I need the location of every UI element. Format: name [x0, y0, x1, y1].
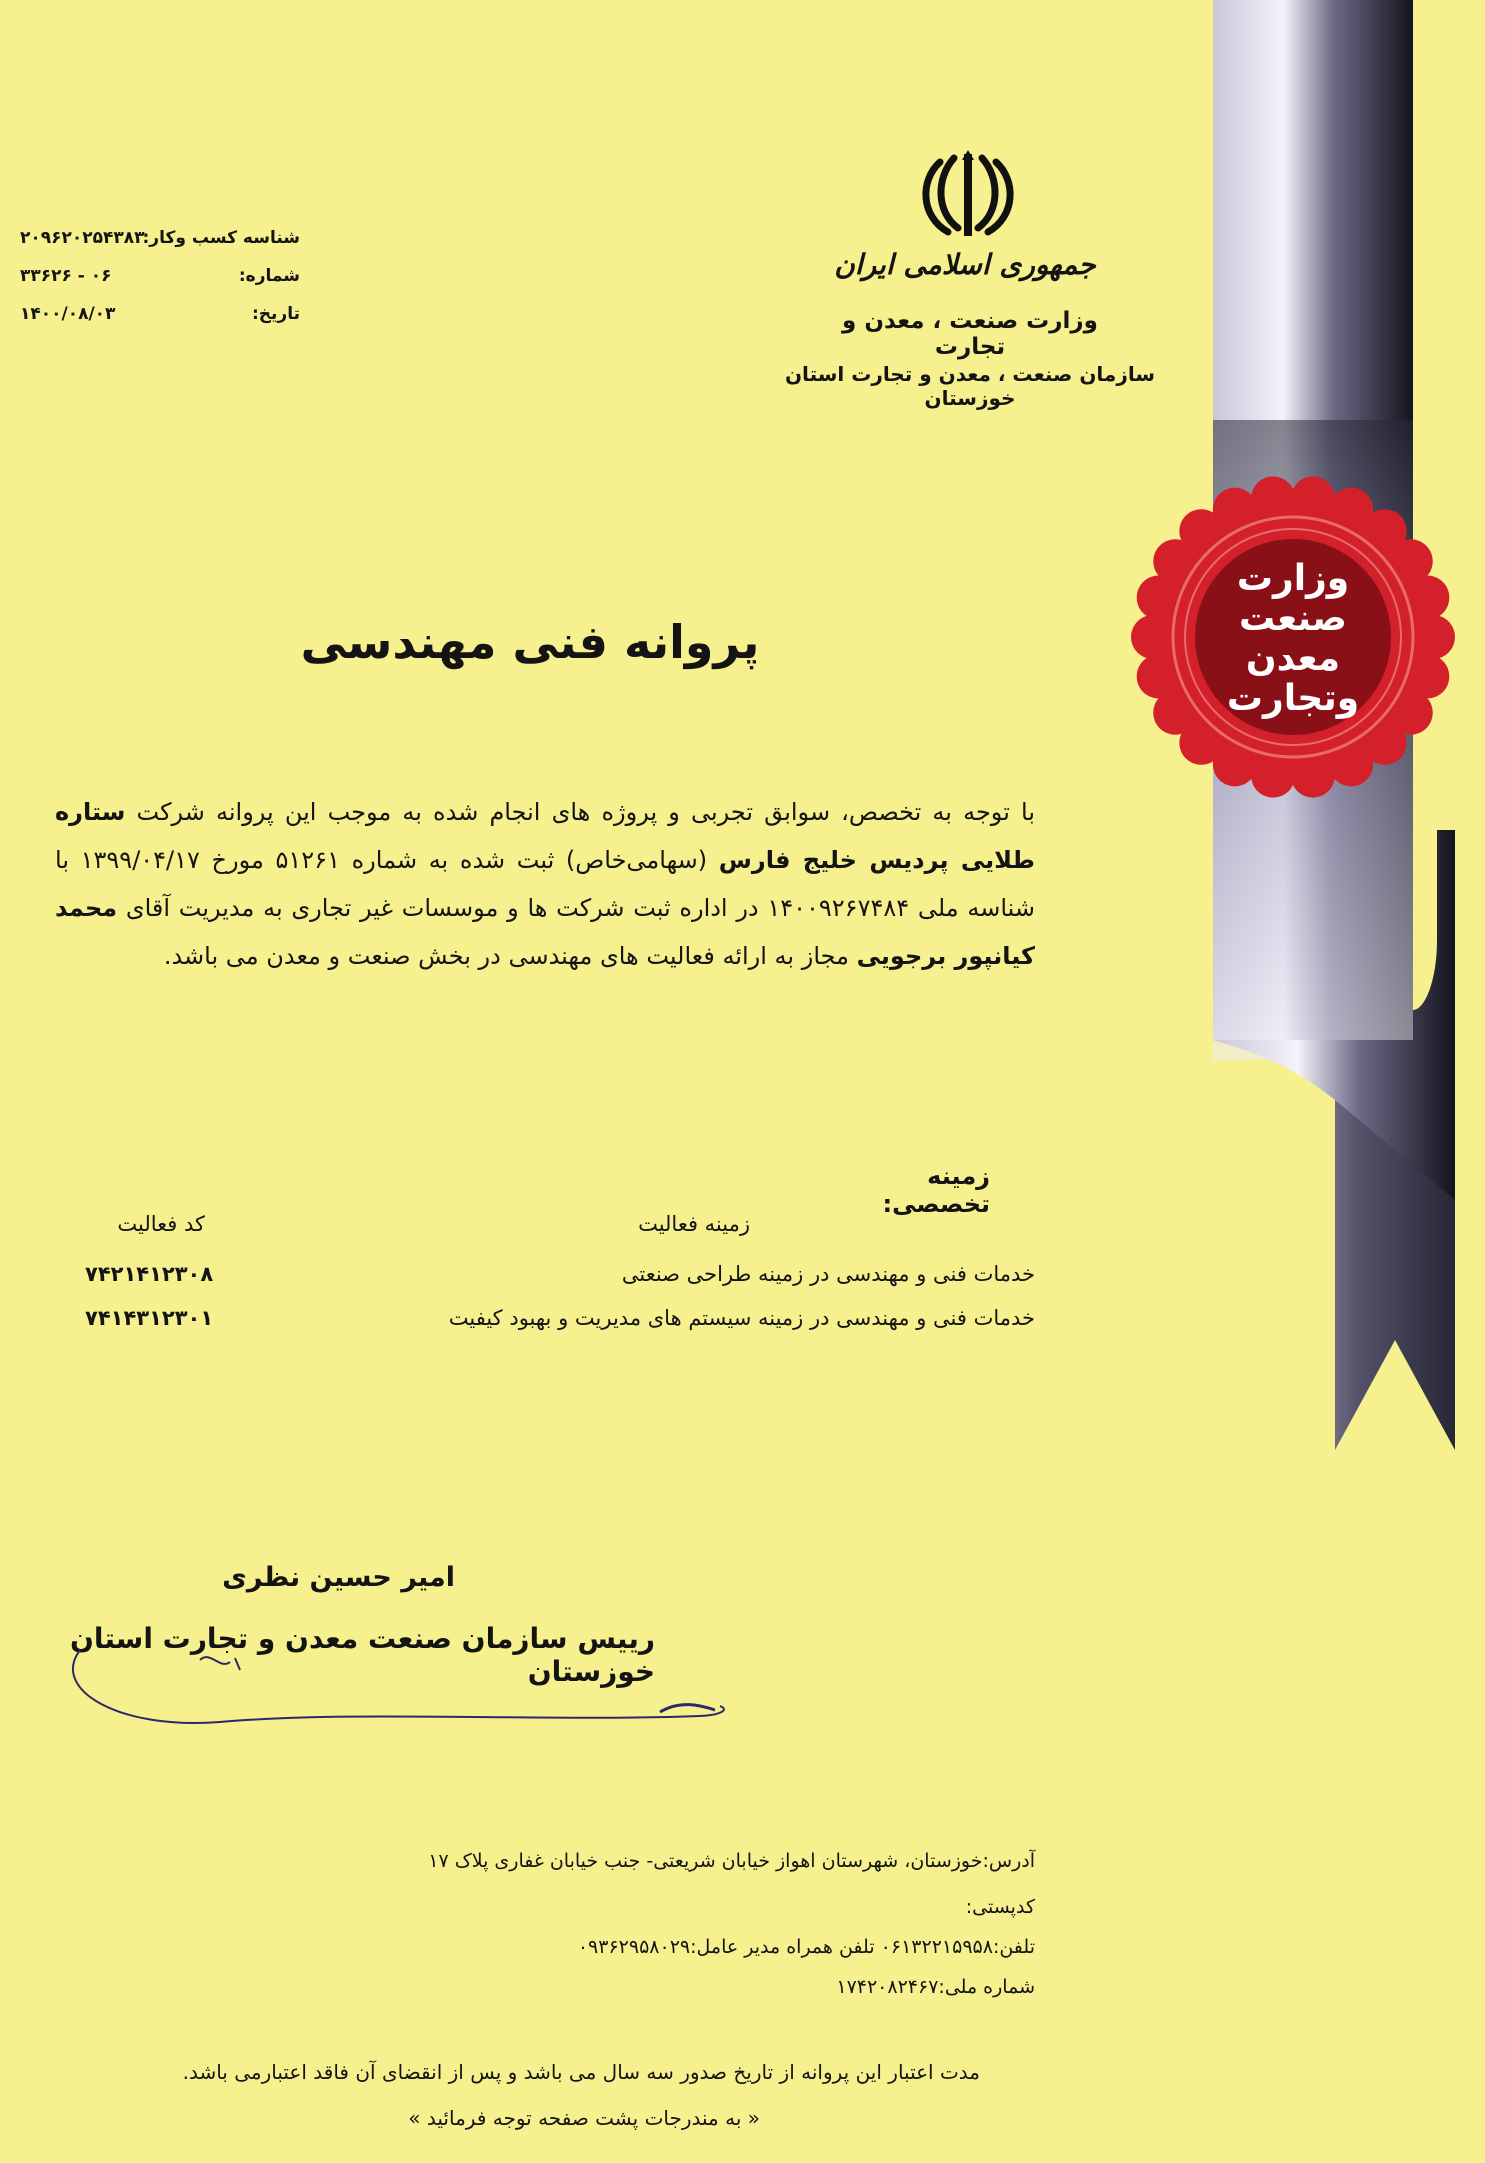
national-id-line: شماره ملی:۱۷۴۲۰۸۲۴۶۷ — [836, 1976, 1035, 1998]
signer-name: امیر حسین نظری — [222, 1562, 455, 1593]
back-page-note: « به مندرجات پشت صفحه توجه فرمائید » — [408, 2106, 760, 2130]
business-id-row — [20, 228, 300, 258]
seal-line-1: وزارت — [1236, 558, 1350, 599]
phone-line: تلفن:۰۶۱۳۲۲۱۵۹۵۸ تلفن همراه مدیر عامل:۰۹۳۶۲۹۵۸۰۲۹ — [577, 1936, 1035, 1958]
body-text-2: (سهامی‌خاص) ثبت شده به شماره ۵۱۲۶۱ مورخ ۱۳۹۹/۰۴/۱۷ با شناسه ملی ۱۴۰۰۹۲۶۷۴۸۴ در اداره ثبت شرکت ها و موسسات غیر تجاری به مدیریت آقای — [55, 846, 1036, 922]
code-row-1: ۷۴۲۱۴۱۲۳۰۸ — [85, 1262, 214, 1286]
number-row — [20, 266, 300, 296]
number-label: شماره: — [238, 266, 300, 286]
page-title: پروانه فنی مهندسی — [300, 615, 760, 669]
postal-code-line: کدپستی: — [965, 1896, 1035, 1918]
business-id-value: ۲۰۹۶۲۰۲۵۴۳۸۳ — [20, 228, 145, 248]
activity-column-header: زمینه فعالیت — [638, 1212, 750, 1236]
ministry-name: وزارت صنعت ، معدن و تجارت — [842, 308, 1098, 360]
validity-note: مدت اعتبار این پروانه از تاریخ صدور سه سال می باشد و پس از انقضای آن فاقد اعتبارمی باشد. — [182, 2060, 980, 2084]
date-row — [20, 304, 300, 334]
seal-line-4: وتجارت — [1226, 678, 1360, 719]
seal-line-3: معدن — [1245, 638, 1341, 679]
specialty-heading: زمینه تخصصی: — [882, 1162, 990, 1218]
activity-row-1: خدمات فنی و مهندسی در زمینه طراحی صنعتی — [621, 1262, 1035, 1286]
code-column-header: کد فعالیت — [117, 1212, 205, 1236]
activity-row-2: خدمات فنی و مهندسی در زمینه سیستم های مدیریت و بهبود کیفیت — [448, 1306, 1035, 1330]
code-row-2: ۷۴۱۴۳۱۲۳۰۱ — [85, 1306, 214, 1330]
address-line: آدرس:خوزستان، شهرستان اهواز خیابان شریعتی- جنب خیابان غفاری پلاک ۱۷ — [428, 1850, 1035, 1872]
handwritten-signature — [60, 1630, 760, 1740]
date-label: تاریخ: — [252, 304, 300, 324]
body-text-1: با توجه به تخصص، سوابق تجربی و پروژه های انجام شده به موجب این پروانه شرکت — [125, 798, 1035, 826]
business-id-label: شناسه کسب وکار: — [142, 228, 300, 248]
country-name: جمهوری اسلامی ایران — [834, 248, 1096, 281]
date-value: ۱۴۰۰/۰۸/۰۳ — [20, 304, 116, 324]
license-body — [55, 788, 1035, 980]
body-text-3: مجاز به ارائه فعالیت های مهندسی در بخش صنعت و معدن می باشد. — [163, 942, 857, 970]
number-value: ۰۶ - ۳۳۶۲۶ — [20, 266, 112, 286]
iran-emblem-icon — [918, 150, 1018, 245]
organization-name: سازمان صنعت ، معدن و تجارت استان خوزستان — [784, 362, 1156, 410]
ministry-seal — [1128, 472, 1458, 802]
seal-line-2: صنعت — [1239, 598, 1347, 639]
company-name: ستاره طلایی پردیس خلیج فارس — [55, 798, 1035, 874]
manager-name: محمد کیانپور برجویی — [55, 894, 1035, 970]
signer-title: رییس سازمان صنعت معدن و تجارت استان خوزستان — [69, 1622, 655, 1688]
